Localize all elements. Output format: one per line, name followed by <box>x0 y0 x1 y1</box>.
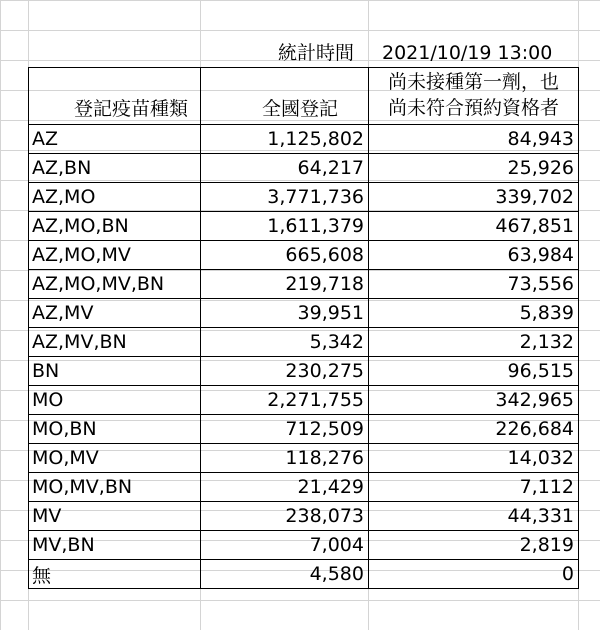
table-row[interactable] <box>29 473 579 502</box>
vaccine-registration-table <box>28 67 579 589</box>
cell-vaccine-type[interactable]: MO,BN <box>29 415 201 444</box>
cell-pending[interactable]: 96,515 <box>369 357 579 386</box>
table-row[interactable] <box>29 183 579 212</box>
cell-pending[interactable]: 25,926 <box>369 154 579 183</box>
cell-vaccine-type[interactable]: 無 <box>29 560 201 589</box>
cell-registered[interactable]: 5,342 <box>201 328 369 357</box>
stat-time-label: 統計時間 <box>278 42 355 64</box>
cell-pending[interactable]: 73,556 <box>369 270 579 299</box>
table-row[interactable] <box>29 502 579 531</box>
cell-vaccine-type[interactable]: MO,MV <box>29 444 201 473</box>
cell-pending[interactable]: 84,943 <box>369 125 579 154</box>
cell-pending[interactable]: 342,965 <box>369 386 579 415</box>
table-row[interactable] <box>29 125 579 154</box>
table-row[interactable] <box>29 444 579 473</box>
cell-vaccine-type[interactable]: AZ,MO,BN <box>29 212 201 241</box>
cell-pending[interactable]: 7,112 <box>369 473 579 502</box>
cell-registered[interactable]: 712,509 <box>201 415 369 444</box>
table-row[interactable] <box>29 386 579 415</box>
cell-registered[interactable]: 665,608 <box>201 241 369 270</box>
cell-registered[interactable]: 39,951 <box>201 299 369 328</box>
cell-pending[interactable]: 467,851 <box>369 212 579 241</box>
cell-pending[interactable]: 5,839 <box>369 299 579 328</box>
table-row[interactable] <box>29 154 579 183</box>
cell-vaccine-type[interactable]: AZ,MO,MV,BN <box>29 270 201 299</box>
cell-pending[interactable]: 63,984 <box>369 241 579 270</box>
cell-vaccine-type[interactable]: AZ,MV,BN <box>29 328 201 357</box>
header-vaccine-type: 登記疫苗種類 <box>29 68 201 125</box>
cell-vaccine-type[interactable]: BN <box>29 357 201 386</box>
cell-registered[interactable]: 230,275 <box>201 357 369 386</box>
cell-vaccine-type[interactable]: AZ,MO,MV <box>29 241 201 270</box>
cell-pending[interactable]: 2,132 <box>369 328 579 357</box>
cell-registered[interactable]: 219,718 <box>201 270 369 299</box>
table-row[interactable] <box>29 212 579 241</box>
cell-pending[interactable]: 14,032 <box>369 444 579 473</box>
table-row[interactable] <box>29 560 579 589</box>
cell-registered[interactable]: 21,429 <box>201 473 369 502</box>
cell-vaccine-type[interactable]: MV <box>29 502 201 531</box>
cell-registered[interactable]: 2,271,755 <box>201 386 369 415</box>
cell-pending[interactable]: 0 <box>369 560 579 589</box>
table-header-row <box>29 68 579 125</box>
cell-pending[interactable]: 44,331 <box>369 502 579 531</box>
cell-registered[interactable]: 7,004 <box>201 531 369 560</box>
table-row[interactable] <box>29 357 579 386</box>
header-pending <box>369 68 579 125</box>
cell-registered[interactable]: 118,276 <box>201 444 369 473</box>
cell-vaccine-type[interactable]: MO,MV,BN <box>29 473 201 502</box>
cell-pending[interactable]: 226,684 <box>369 415 579 444</box>
cell-registered[interactable]: 1,611,379 <box>201 212 369 241</box>
header-pending-line1: 尚未接種第一劑，也 <box>387 71 559 93</box>
table-row[interactable] <box>29 531 579 560</box>
cell-registered[interactable]: 238,073 <box>201 502 369 531</box>
cell-registered[interactable]: 3,771,736 <box>201 183 369 212</box>
cell-pending[interactable]: 2,819 <box>369 531 579 560</box>
cell-registered[interactable]: 1,125,802 <box>201 125 369 154</box>
cell-vaccine-type[interactable]: AZ,MV <box>29 299 201 328</box>
cell-registered[interactable]: 64,217 <box>201 154 369 183</box>
header-pending-line2: 尚未符合預約資格者 <box>387 97 559 119</box>
cell-registered[interactable]: 4,580 <box>201 560 369 589</box>
header-national-registered: 全國登記 <box>201 68 369 125</box>
cell-vaccine-type[interactable]: MV,BN <box>29 531 201 560</box>
table-row[interactable] <box>29 241 579 270</box>
stat-time-value: 2021/10/19 13:00 <box>382 42 553 64</box>
table-row[interactable] <box>29 299 579 328</box>
cell-vaccine-type[interactable]: AZ,BN <box>29 154 201 183</box>
cell-vaccine-type[interactable]: MO <box>29 386 201 415</box>
cell-vaccine-type[interactable]: AZ,MO <box>29 183 201 212</box>
table-row[interactable] <box>29 270 579 299</box>
table-row[interactable] <box>29 328 579 357</box>
cell-pending[interactable]: 339,702 <box>369 183 579 212</box>
cell-vaccine-type[interactable]: AZ <box>29 125 201 154</box>
table-row[interactable] <box>29 415 579 444</box>
